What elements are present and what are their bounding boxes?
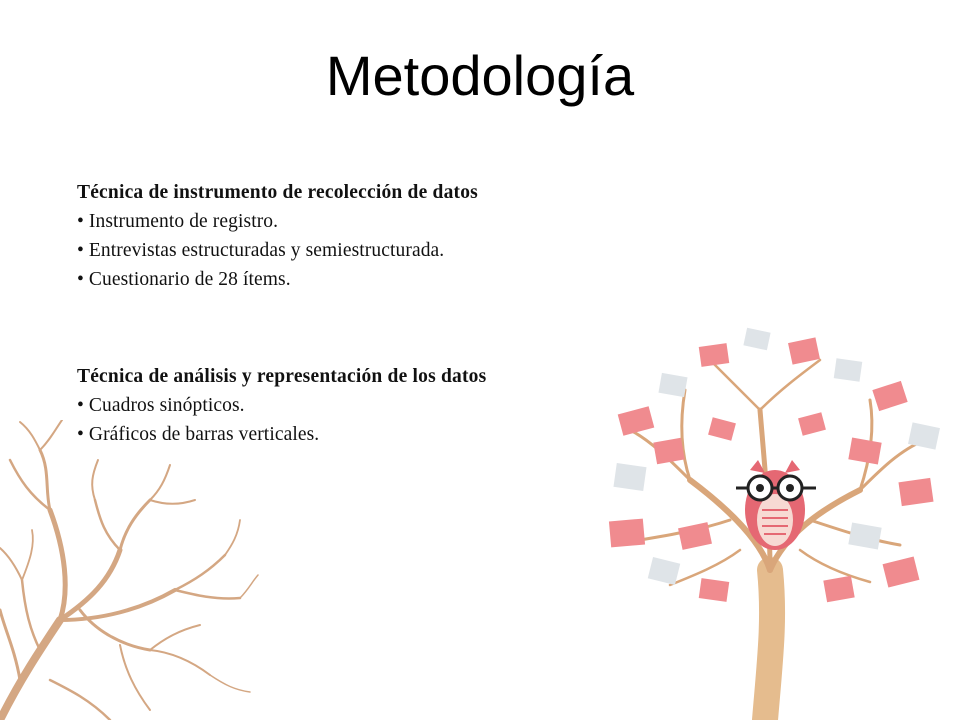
bullet-item: • Entrevistas estructuradas y semiestructurada.	[77, 240, 445, 261]
bullet-item: • Gráficos de barras verticales.	[77, 424, 320, 445]
book-tree-icon	[600, 320, 960, 720]
section-spacer	[77, 294, 637, 362]
section-heading: Técnica de instrumento de recolección de datos	[77, 182, 478, 203]
section-heading: Técnica de análisis y representación de los datos	[77, 366, 487, 387]
section-data-collection	[77, 178, 637, 294]
slide-title: Metodología	[325, 44, 635, 107]
bullet-item: • Cuadros sinópticos.	[77, 395, 245, 416]
bullet-item: • Cuestionario de 28 ítems.	[77, 269, 291, 290]
bullet-item: • Instrumento de registro.	[77, 211, 279, 232]
bare-tree-icon	[0, 420, 260, 720]
slide-body	[77, 178, 637, 449]
